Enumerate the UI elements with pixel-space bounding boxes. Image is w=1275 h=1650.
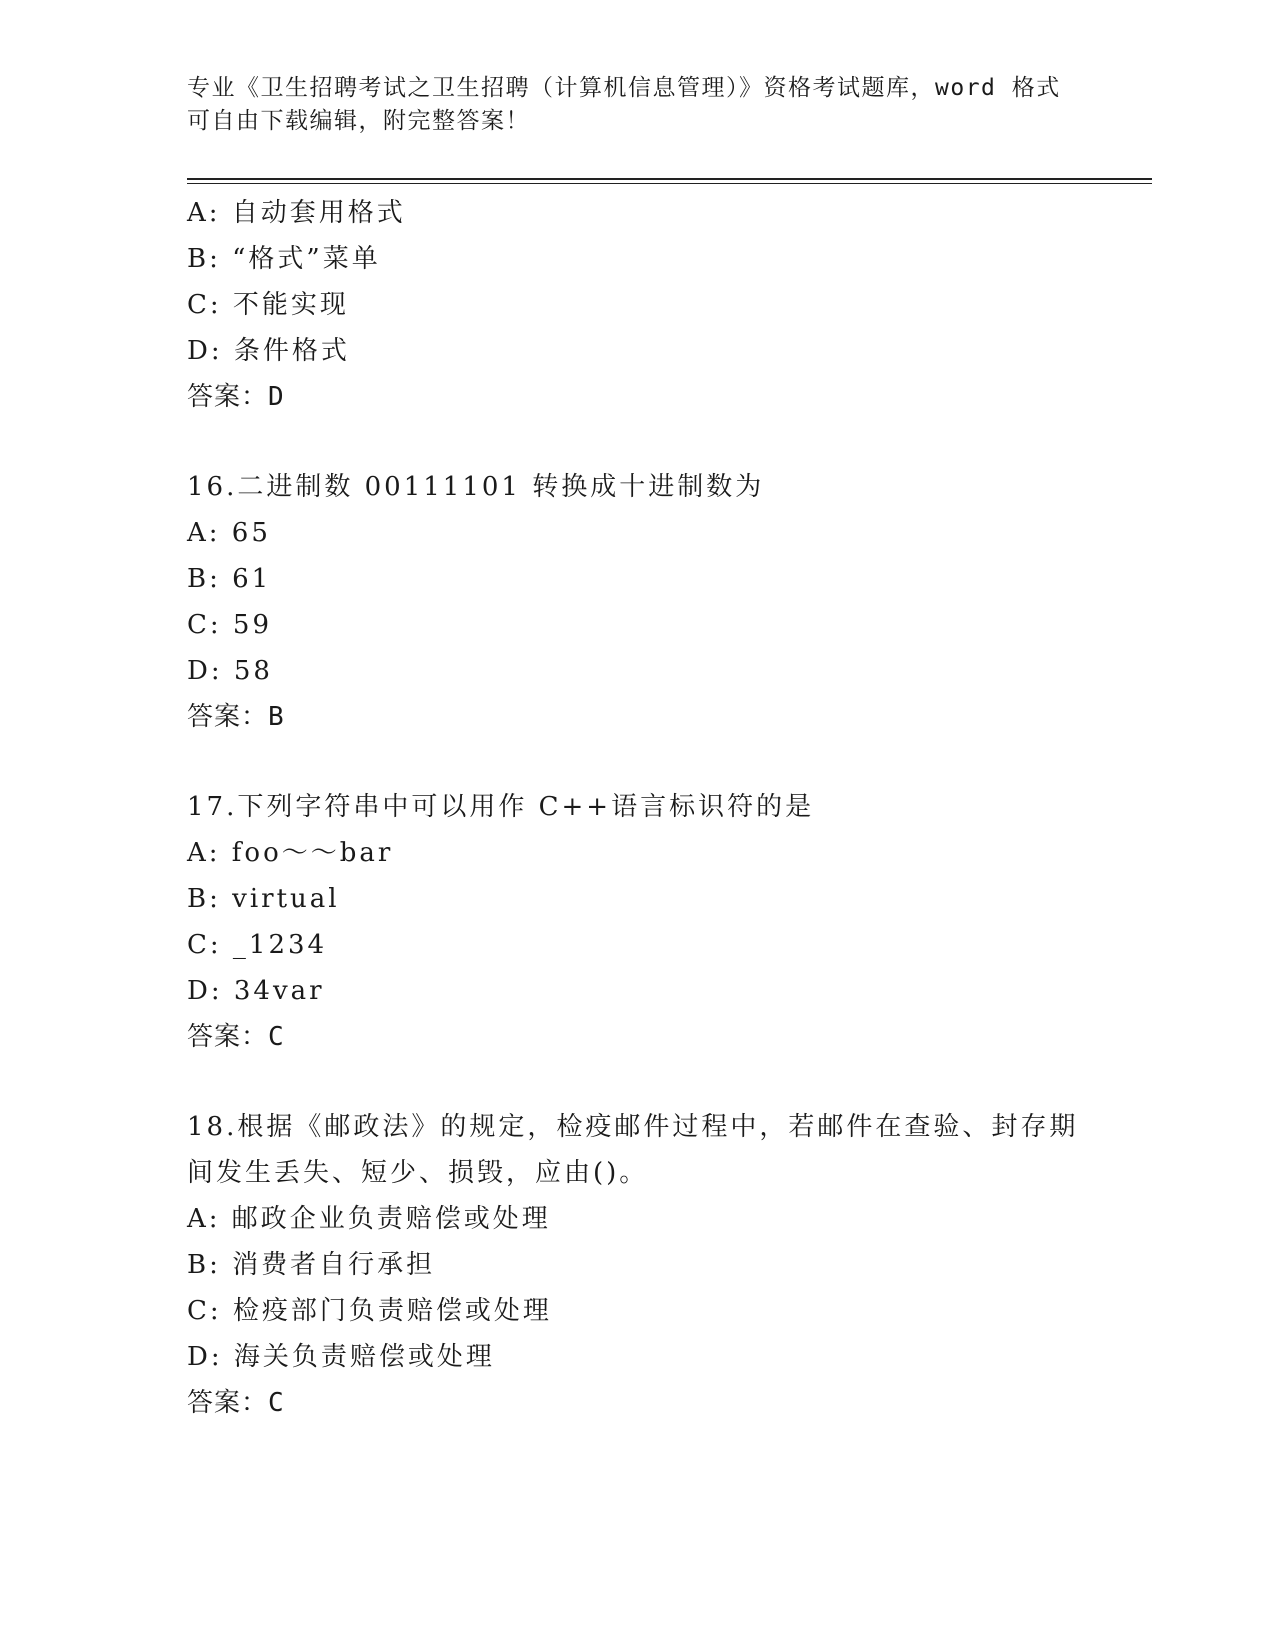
option-a: A: foo～～bar	[187, 838, 394, 868]
option-d: D: 条件格式	[187, 336, 350, 366]
spacer	[187, 420, 1147, 464]
spacer	[187, 1060, 1147, 1104]
question-title: 17.下列字符串中可以用作 C++语言标识符的是	[187, 792, 815, 822]
option-c: C: _1234	[187, 930, 328, 960]
question-15-continued	[187, 190, 1147, 420]
answer: 答案：D	[187, 382, 285, 412]
answer: 答案：C	[187, 1022, 285, 1052]
option-c: C: 不能实现	[187, 290, 349, 320]
option-b: B: virtual	[187, 884, 340, 914]
option-a: A: 邮政企业负责赔偿或处理	[187, 1204, 551, 1234]
option-b: B: 61	[187, 564, 272, 594]
option-d: D: 34var	[187, 976, 325, 1006]
question-17	[187, 784, 1147, 1060]
question-list	[187, 190, 1147, 1426]
option-b: B: “格式”菜单	[187, 244, 381, 274]
answer: 答案：B	[187, 702, 285, 732]
option-a: A: 自动套用格式	[187, 198, 406, 228]
answer: 答案：C	[187, 1388, 285, 1418]
question-title-line-2: 间发生丢失、短少、损毁，应由()。	[187, 1158, 649, 1188]
question-16	[187, 464, 1147, 740]
header-line-1: 专业《卫生招聘考试之卫生招聘（计算机信息管理）》资格考试题库，word 格式	[187, 75, 1061, 101]
question-18	[187, 1104, 1147, 1426]
option-d: D: 海关负责赔偿或处理	[187, 1342, 495, 1372]
option-c: C: 检疫部门负责赔偿或处理	[187, 1296, 552, 1326]
spacer	[187, 740, 1147, 784]
option-a: A: 65	[187, 518, 271, 548]
header-divider-thick	[187, 178, 1152, 180]
header-divider-thin	[187, 183, 1152, 184]
option-d: D: 58	[187, 656, 273, 686]
option-b: B: 消费者自行承担	[187, 1250, 436, 1280]
question-title: 16.二进制数 00111101 转换成十进制数为	[187, 472, 765, 502]
option-c: C: 59	[187, 610, 273, 640]
document-header	[187, 72, 1087, 138]
header-line-2: 可自由下载编辑，附完整答案！	[187, 108, 530, 134]
question-title-line-1: 18.根据《邮政法》的规定，检疫邮件过程中，若邮件在查验、封存期	[187, 1112, 1079, 1142]
